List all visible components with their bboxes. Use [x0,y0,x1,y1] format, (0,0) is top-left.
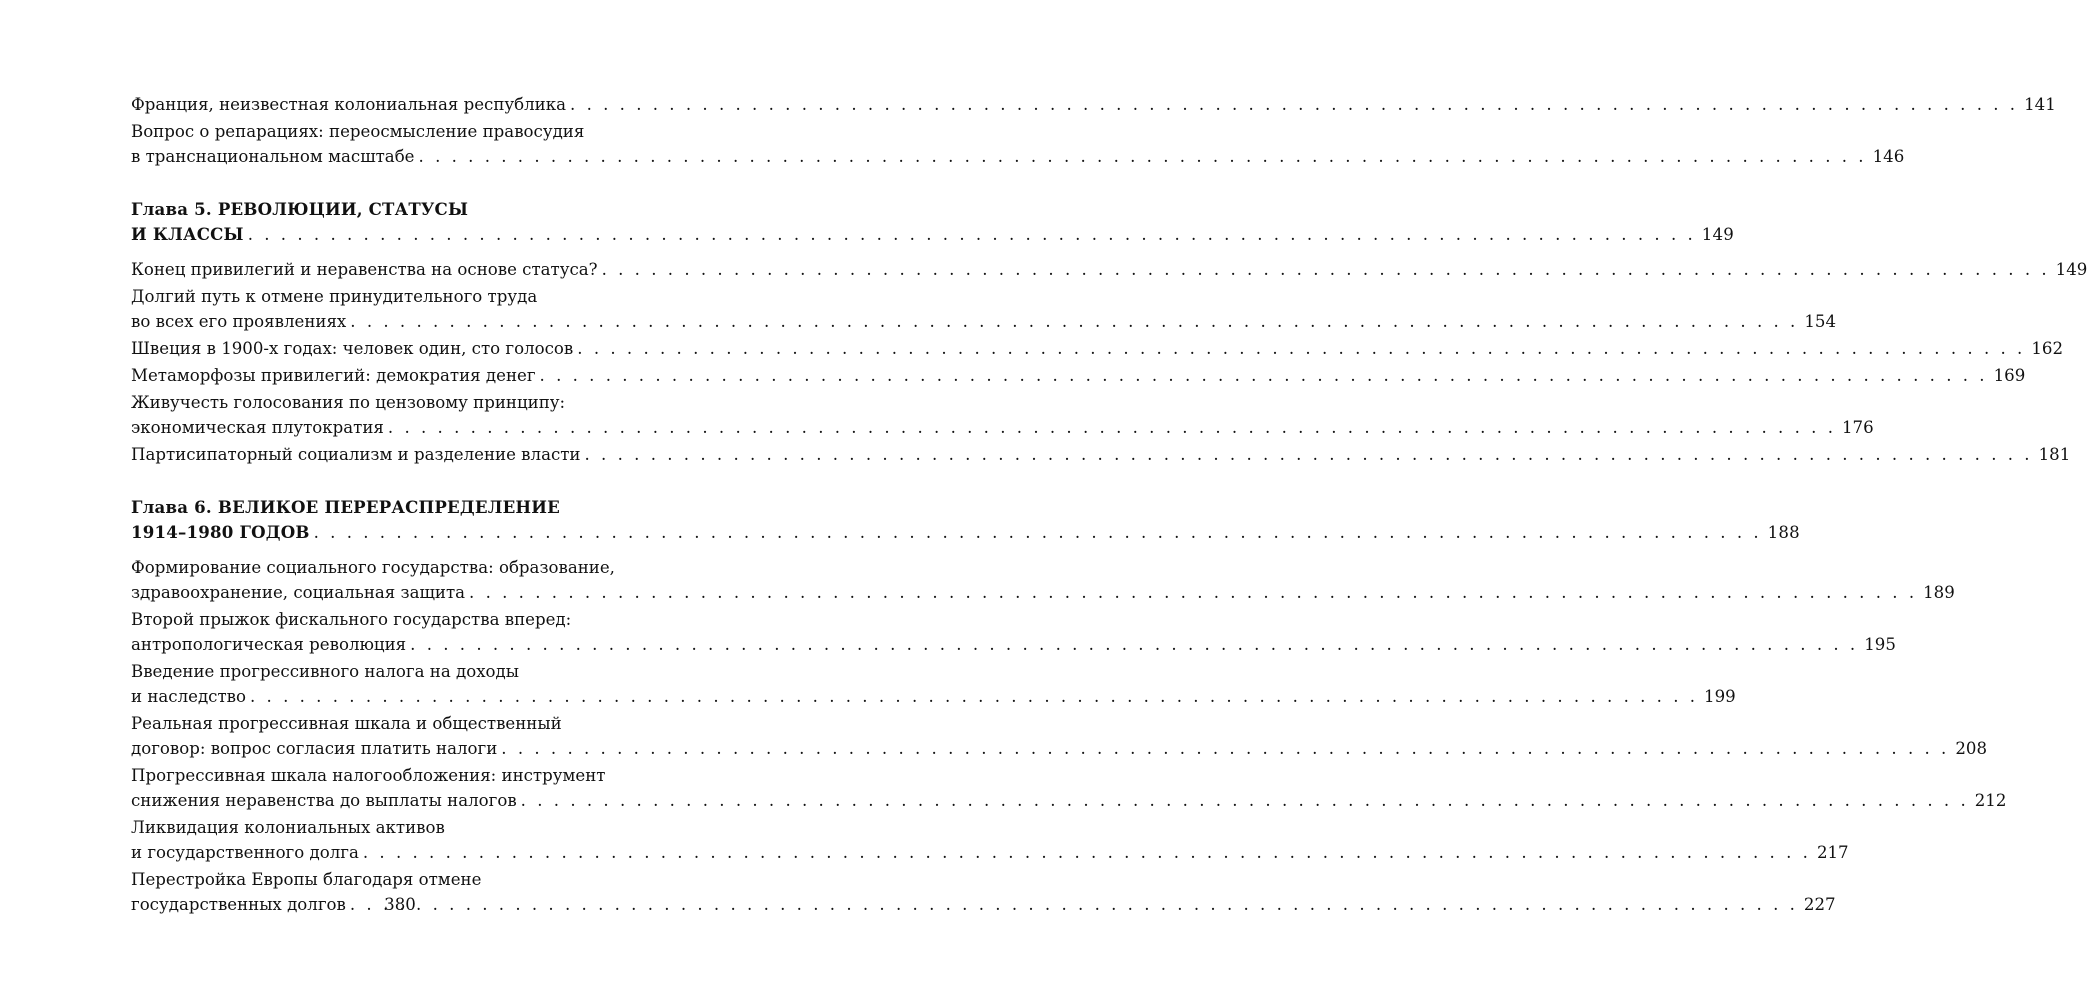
dot-leader [363,840,1811,865]
toc-section-entry [131,92,2056,117]
section-title: и наследство [131,687,246,706]
toc-page-number: 146 [1872,147,1905,166]
section-title: договор: вопрос согласия платить налоги [131,739,498,758]
dot-leader [250,684,1698,709]
toc-chapter-entry [131,495,1800,545]
dot-leader [248,222,1696,247]
toc-page-number: 149 [2055,260,2087,279]
toc-page-number: 208 [1955,739,1988,758]
toc-entry-line [131,336,2064,361]
toc-entry-line [131,580,1955,605]
toc-entry-line [131,520,1800,545]
section-title: Живучесть голосования по цензовому принципу: [131,393,566,412]
section-title: и государственного долга [131,843,359,862]
section-title: государственных долгов [131,895,346,914]
toc-entry-line [131,684,1736,709]
dot-leader [585,442,2033,467]
chapter-title: Глава 6. ВЕЛИКОЕ ПЕРЕРАСПРЕДЕЛЕНИЕ [131,497,561,517]
toc-page-number: 169 [1993,366,2026,385]
toc-entry-line [131,711,709,736]
section-title: Метаморфозы привилегий: демократия денег [131,366,536,385]
toc-entry-line [131,555,709,580]
toc-entry-line [131,840,1849,865]
toc-entry-line [131,144,1905,169]
toc-page-number: 176 [1841,418,1874,437]
section-title: Формирование социального государства: образование, [131,558,615,577]
toc-entry-line [131,815,709,840]
chapter-title: Глава 5. РЕВОЛЮЦИИ, СТАТУСЫ [131,199,469,219]
toc-entry-line [131,659,709,684]
section-title: Прогрессивная шкала налогообложения: инструмент [131,766,606,785]
toc-section-entry [131,390,1874,440]
toc-entry-line [131,363,2026,388]
toc-entry-line [131,788,2007,813]
dot-leader [350,309,1798,334]
toc-entry-line [131,197,709,222]
dot-leader [388,415,1836,440]
toc-entry-line [131,763,709,788]
toc-page-number: 212 [1974,791,2007,810]
toc-page-number: 189 [1923,583,1955,602]
section-title: Партисипаторный социализм и разделение власти [131,445,581,464]
dot-leader [602,257,2050,282]
section-title: Франция, неизвестная колониальная республика [131,95,567,114]
toc-entry-line [131,607,709,632]
toc-entry-line [131,119,709,144]
section-title: Второй прыжок фискального государства вперед: [131,610,572,629]
toc-entry-line [131,632,1896,657]
toc-page-number: 199 [1704,687,1736,706]
toc-section-entry [131,257,2087,282]
section-title: Долгий путь к отмене принудительного труда [131,287,538,306]
toc-entry-line [131,284,709,309]
section-title: антропологическая революция [131,635,407,654]
toc-entry-line [131,442,2071,467]
toc-entry-line [131,390,709,415]
toc-section-entry [131,555,1955,605]
toc-page-number: 181 [2038,445,2071,464]
toc-page-number: 162 [2031,339,2064,358]
section-title: Швеция в 1900-х годах: человек один, сто голосов [131,339,574,358]
dot-leader [314,520,1762,545]
toc-section-entry [131,284,1837,334]
section-title: экономическая плутократия [131,418,384,437]
chapter-title: 1914–1980 ГОДОВ [131,522,310,542]
toc-page-number: 217 [1816,843,1849,862]
toc-section-entry [131,442,2071,467]
section-title: Реальная прогрессивная шкала и общественный [131,714,562,733]
toc-page-number: 149 [1701,225,1735,244]
toc-section-entry [131,363,2026,388]
table-of-contents [131,92,2087,919]
section-title: в транснациональном масштабе [131,147,415,166]
toc-entry-line [131,222,1735,247]
section-title: здравоохранение, социальная защита [131,583,466,602]
toc-page-number: 188 [1767,523,1800,542]
toc-page-number: 195 [1864,635,1896,654]
toc-page-number: 154 [1804,312,1837,331]
toc-section-entry [131,119,1905,169]
toc-page-number: 141 [2024,95,2056,114]
section-title: Перестройка Европы благодаря отмене [131,870,482,889]
toc-entry-line [131,495,709,520]
dot-leader [469,580,1917,605]
section-title: Вопрос о репарациях: переосмысление правосудия [131,122,585,141]
section-title: Конец привилегий и неравенства на основе статуса? [131,260,598,279]
dot-leader [410,632,1858,657]
toc-section-entry [131,659,1736,709]
section-title: Введение прогрессивного налога на доходы [131,662,519,681]
dot-leader [419,144,1867,169]
dot-leader [540,363,1988,388]
toc-section-entry [131,763,2007,813]
page-number: 380 [384,895,416,914]
section-title: снижения неравенства до выплаты налогов [131,791,517,810]
dot-leader [577,336,2025,361]
section-title: Ликвидация колониальных активов [131,818,445,837]
section-title: во всех его проявлениях [131,312,347,331]
dot-leader [570,92,2018,117]
toc-section-entry [131,815,1849,865]
chapter-title: И КЛАССЫ [131,224,244,244]
toc-page-number: 227 [1803,895,1836,914]
toc-section-entry [131,336,2064,361]
toc-entry-line [131,309,1837,334]
toc-section-entry [131,607,1896,657]
toc-entry-line [131,736,1988,761]
toc-entry-line [131,415,1874,440]
toc-section-entry [131,711,1988,761]
toc-chapter-entry [131,197,1735,247]
toc-entry-line [131,92,2056,117]
dot-leader [521,788,1969,813]
toc-entry-line [131,867,709,892]
toc-entry-line [131,257,2087,282]
dot-leader [501,736,1949,761]
